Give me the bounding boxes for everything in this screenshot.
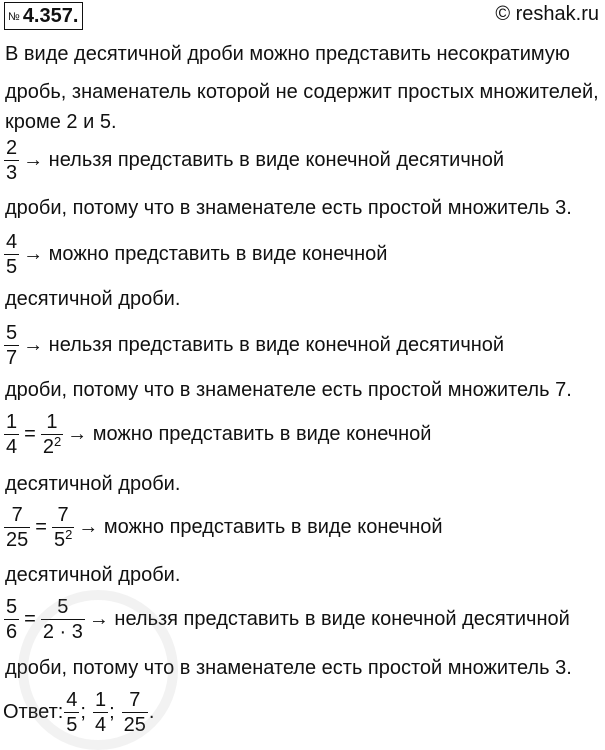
- task-number: 4.357.: [22, 5, 79, 27]
- denominator: 3: [6, 162, 18, 184]
- answer-fraction: [93, 690, 108, 735]
- numerator: 4: [6, 231, 18, 253]
- item-1-4-continuation: десятичной дроби.: [5, 473, 181, 495]
- fraction: [4, 138, 19, 183]
- fraction: [4, 412, 19, 457]
- number-sign: №: [8, 11, 20, 23]
- fraction: [4, 597, 19, 642]
- numerator: 1: [6, 411, 18, 433]
- denominator: 7: [6, 347, 18, 369]
- numerator: 7: [122, 690, 148, 713]
- item-text: → можно представить в виде конечной: [23, 243, 388, 265]
- fraction-power: [52, 505, 74, 550]
- answer-line: [3, 690, 154, 735]
- separator: ;: [80, 701, 86, 723]
- numerator: 7: [4, 505, 30, 528]
- item-text: → можно представить в виде конечной: [67, 423, 432, 445]
- item-7-25: [3, 505, 443, 550]
- item-5-7: [3, 323, 504, 368]
- fraction-product: [41, 597, 85, 642]
- exponent: 2: [53, 434, 62, 449]
- item-5-7-continuation: дроби, потому что в знаменателе есть простой множитель 7.: [5, 379, 572, 401]
- denominator-power: [41, 435, 63, 457]
- equals-sign: =: [24, 423, 36, 445]
- equals-sign: =: [35, 516, 47, 538]
- numerator: 5: [41, 597, 85, 620]
- numerator: 1: [94, 689, 107, 711]
- denominator: 25: [6, 529, 29, 551]
- item-text: → нельзя представить в виде конечной десятичной: [88, 608, 570, 630]
- terminator: .: [148, 701, 155, 723]
- item-text: → нельзя представить в виде конечной десятичной: [23, 334, 505, 356]
- intro-line-1: В виде десятичной дроби можно представить несократимую: [5, 43, 570, 65]
- numerator: 5: [6, 322, 18, 344]
- fraction: [4, 232, 19, 277]
- numerator: 5: [6, 596, 18, 618]
- item-4-5-continuation: десятичной дроби.: [5, 288, 181, 310]
- denominator-power: [52, 528, 74, 550]
- item-5-6: [3, 597, 570, 642]
- item-4-5: [3, 232, 387, 277]
- denominator: 25: [123, 714, 146, 736]
- answer-label: Ответ:: [3, 701, 64, 723]
- item-1-4: [3, 412, 431, 457]
- denominator: 4: [6, 436, 18, 458]
- denominator: 5: [66, 714, 78, 736]
- numerator: 7: [52, 505, 74, 528]
- intro-line-3: кроме 2 и 5.: [5, 111, 117, 133]
- answer-fraction: [122, 690, 148, 735]
- item-text: → можно представить в виде конечной: [78, 516, 443, 538]
- intro-line-2: дробь, знаменатель которой не содержит простых множителей,: [5, 81, 599, 103]
- item-2-3: [3, 138, 504, 183]
- numerator: 2: [6, 137, 18, 159]
- base: 2: [42, 436, 54, 458]
- item-2-3-continuation: дроби, потому что в знаменателе есть простой множитель 3.: [5, 197, 572, 219]
- fraction-power: [41, 412, 63, 457]
- equals-sign: =: [24, 608, 36, 630]
- fraction: [4, 505, 30, 550]
- base: 5: [53, 529, 66, 551]
- denominator: 6: [6, 621, 18, 643]
- numerator: 4: [66, 689, 78, 711]
- header: [4, 2, 599, 30]
- item-text: → нельзя представить в виде конечной десятичной: [23, 149, 505, 171]
- separator: ;: [109, 701, 115, 723]
- denominator: 2 · 3: [42, 621, 83, 643]
- denominator: 4: [94, 714, 107, 736]
- numerator: 1: [41, 412, 63, 435]
- item-5-6-continuation: дроби, потому что в знаменателе есть простой множитель 3.: [5, 657, 572, 679]
- exponent: 2: [65, 527, 73, 542]
- fraction: [4, 323, 19, 368]
- answer-fraction: [64, 690, 79, 735]
- task-number-box: [4, 2, 83, 30]
- item-7-25-continuation: десятичной дроби.: [5, 564, 181, 586]
- site-copyright: © reshak.ru: [495, 3, 599, 25]
- denominator: 5: [6, 256, 18, 278]
